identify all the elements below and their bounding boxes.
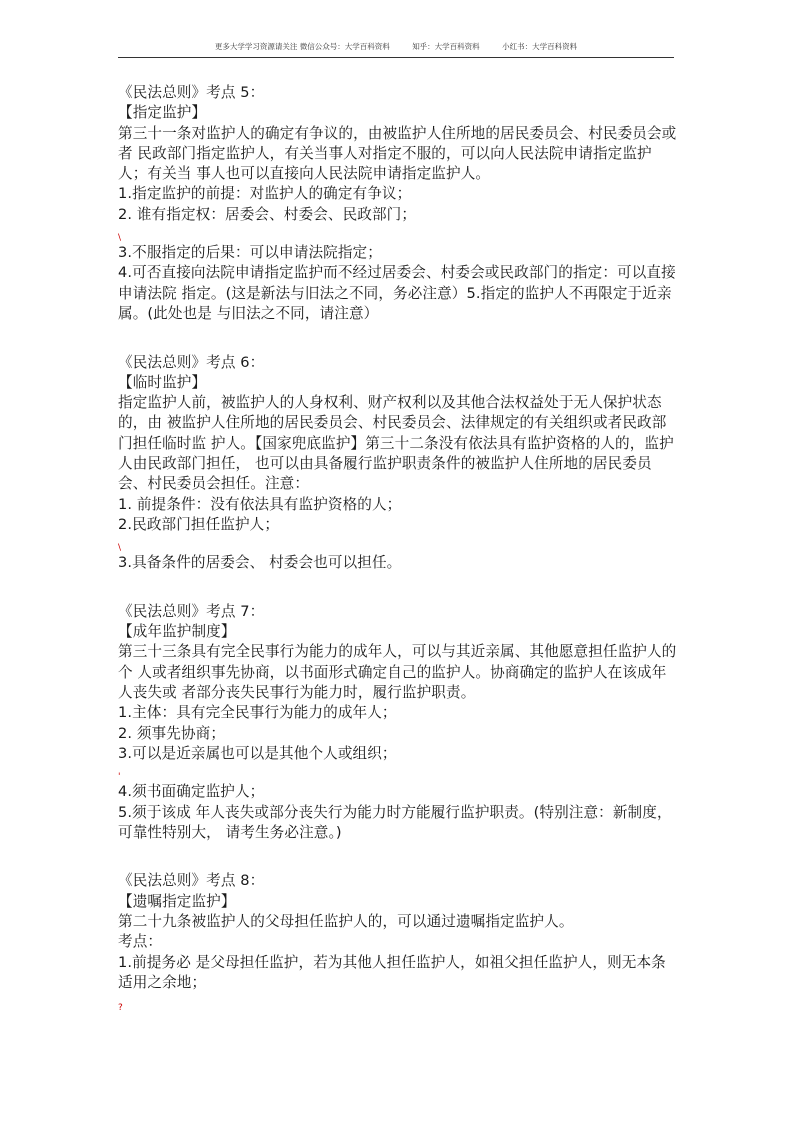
scan-mark: ' <box>118 772 121 783</box>
list-item: 4.须书面确定监护人； <box>118 783 265 801</box>
section-title: 《民法总则》考点 7： <box>118 602 265 620</box>
list-item: 4.可否直接向法院申请指定监护而不经过居委会、村委会或民政部门的指定：可以直接申请法院 指定。(这是新法与旧法之不同，务必注意）5.指定的监护人不再限定于近亲属。(此处也是 与旧法之不同，请注意） <box>118 264 676 322</box>
list-item: 2.民政部门担任监护人； <box>118 515 280 533</box>
list-item: 1.指定监护的前提：对监护人的确定有争议； <box>118 185 412 203</box>
header-wechat-text: 更多大学学习资源请关注 微信公众号：大学百科资料 <box>214 42 390 51</box>
section-heading: 【指定监护】 <box>118 104 207 122</box>
list-item: 3.不服指定的后果：可以申请法院指定； <box>118 244 382 262</box>
list-item: 1.前提务必 是父母担任监护，若为其他人担任监护人，如祖父担任监护人，则无本条适用之余地； <box>118 953 666 991</box>
section-heading: 【遗嘱指定监护】 <box>118 892 236 910</box>
list-item: 考点： <box>118 933 163 951</box>
list-item: 2. 谁有指定权：居委会、村委会、民政部门； <box>118 205 417 223</box>
header-xiaohongshu-text: 小红书：大学百科资料 <box>502 42 578 51</box>
list-item: 3.可以是近亲属也可以是其他个人或组织； <box>118 744 397 762</box>
list-item: 3.具备条件的居委会、 村委会也可以担任。 <box>118 554 402 572</box>
section-heading: 【成年监护制度】 <box>118 623 236 641</box>
section-testamentary-guardianship <box>118 871 680 1013</box>
section-temporary-guardianship <box>118 353 680 574</box>
section-guardian-designation <box>118 83 680 324</box>
scan-mark: \ <box>118 233 122 244</box>
section-title: 《民法总则》考点 5： <box>118 84 265 101</box>
list-item: 1. 前提条件：没有依法具有监护资格的人； <box>118 495 402 513</box>
section-body: 第三十一条对监护人的确定有争议的，由被监护人住所地的居民委员会、村民委员会或者 民政部门指定监护人，有关当事人对指定不服的，可以向人民法院申请指定监护人；有关当 事人也可以直接向人民法院申请指定监护人。 <box>118 124 677 183</box>
document-body <box>118 83 680 1013</box>
scan-mark: ? <box>118 1003 123 1014</box>
section-adult-guardianship <box>118 602 680 843</box>
header-zhihu-text: 知乎：大学百科资料 <box>412 42 480 51</box>
list-item: 5.须于该成 年人丧失或部分丧失行为能力时方能履行监护职责。(特别注意：新制度，可靠性特别大， 请考生务必注意。) <box>118 803 672 841</box>
list-item: 2. 须事先协商； <box>118 724 226 742</box>
list-item: 1.主体：具有完全民事行为能力的成年人； <box>118 704 397 722</box>
page-header <box>118 40 674 58</box>
section-body: 第二十九条被监护人的父母担任监护人的，可以通过遗嘱指定监护人。 <box>118 912 574 930</box>
section-body: 指定监护人前，被监护人的人身权利、财产权利以及其他合法权益处于无人保护状态的，由 被监护人住所地的居民委员会、村民委员会、法律规定的有关组织或者民政部门担任临时监 护人。【国家兜底监护】第三十二条没有依法具有监护资格的人的，监护人由民政部门担任， 也可以由具备履行监护职责条件的被监护人住所地的居民委员会、村民委员会担任。注意： <box>118 394 674 493</box>
scan-mark: \ <box>118 543 122 554</box>
section-heading: 【临时监护】 <box>118 373 207 391</box>
section-title: 《民法总则》考点 6： <box>118 353 265 371</box>
section-title: 《民法总则》考点 8： <box>118 872 265 890</box>
section-body: 第三十三条具有完全民事行为能力的成年人，可以与其近亲属、其他愿意担任监护人的个 人或者组织事先协商，以书面形式确定自己的监护人。协商确定的监护人在该成年人丧失或 者部分丧失民事行为能力时，履行监护职责。 <box>118 643 677 702</box>
